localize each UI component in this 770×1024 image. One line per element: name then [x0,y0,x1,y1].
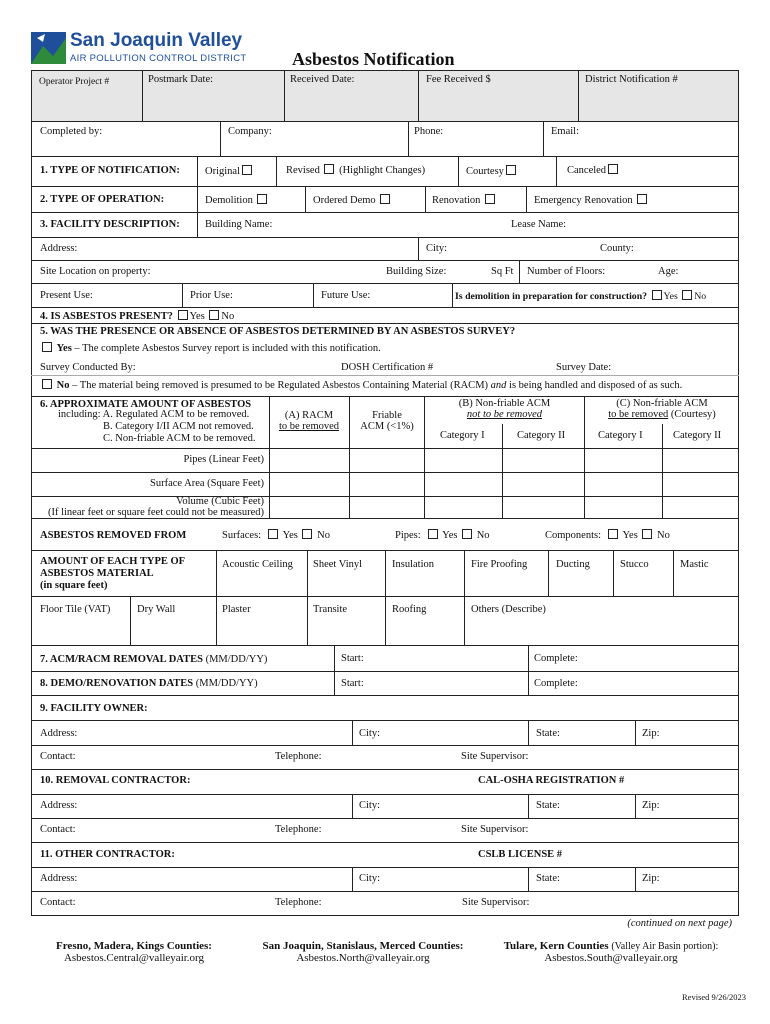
revised-label: Revised [286,165,320,176]
owner-contact-field[interactable]: Contact: [40,751,76,762]
prior-use-field[interactable]: Prior Use: [190,290,233,301]
age-field[interactable]: Age: [658,266,679,277]
emergency-renovation-checkbox[interactable] [637,194,647,204]
removal-dates-title: 7. ACM/RACM REMOVAL DATES [40,654,203,665]
material-others[interactable]: Others (Describe) [471,604,546,615]
asbestos-removed-from-label: ASBESTOS REMOVED FROM [40,530,187,541]
friable-header-line1: Friable [372,410,402,421]
renovation-label: Renovation [432,195,481,206]
material-mastic[interactable]: Mastic [680,559,709,570]
nonfriable-c-courtesy: (Courtesy) [670,409,716,420]
amount-label-line2: ASBESTOS MATERIAL [40,568,154,579]
postmark-date-label: Postmark Date: [148,74,214,85]
revision-date: Revised 9/26/2023 [682,992,746,1002]
category-2-c: Category II [673,430,722,441]
agency-logo [31,32,66,64]
demo-dates-format: (MM/DD/YY) [195,678,258,689]
material-stucco[interactable]: Stucco [620,559,649,570]
ordered-demo-label: Ordered Demo [313,195,376,206]
material-transite[interactable]: Transite [313,604,348,615]
material-fire-proofing[interactable]: Fire Proofing [471,559,528,570]
facility-address-field[interactable]: Address: [40,243,78,254]
agency-subtitle: AIR POLLUTION CONTROL DISTRICT [70,53,247,64]
survey-no-and: and [490,380,507,391]
asbestos-present-question [40,310,234,322]
material-roofing[interactable]: Roofing [392,604,427,615]
material-plaster[interactable]: Plaster [222,604,251,615]
renovation-option[interactable] [432,194,497,206]
other-zip-field[interactable]: Zip: [642,873,660,884]
demo-start-field[interactable]: Start: [341,678,364,689]
survey-date-field[interactable]: Survey Date: [556,362,612,373]
south-office-title: Tulare, Kern Counties [503,940,609,952]
courtesy-option[interactable] [466,165,518,177]
removal-contractor-title: 10. REMOVAL CONTRACTOR [40,775,187,786]
asbestos-survey-label: 5. WAS THE PRESENCE OR ABSENCE OF ASBESTOS DETERMINED BY AN ASBESTOS SURVEY? [40,326,516,337]
demolition-label: Demolition [205,195,253,206]
revised-note: (Highlight Changes) [339,165,426,176]
demo-complete-field[interactable]: Complete: [534,678,578,689]
central-office [34,940,234,964]
removal-dates-label [40,654,267,665]
demolition-question-text: Is demolition in preparation for construction? [455,291,648,302]
future-use-field[interactable]: Future Use: [321,290,371,301]
contact-row [31,121,739,157]
contractor-state-field[interactable]: State: [536,800,560,811]
building-name-field[interactable]: Building Name: [205,219,273,230]
lease-name-field[interactable]: Lease Name: [511,219,567,230]
received-date-label: Received Date: [290,74,355,85]
ordered-demo-option[interactable] [313,194,392,206]
contractor-city-field[interactable]: City: [359,800,381,811]
removal-start-field[interactable]: Start: [341,653,364,664]
pipes-option [395,529,490,541]
demolition-construction-yes-checkbox[interactable] [652,290,662,300]
approximate-amount-b: B. Category I/II ACM not removed. [103,421,254,432]
survey-yes-text: – The complete Asbestos Survey report is included with this notification. [74,343,381,354]
sqft-unit: Sq Ft [491,266,514,277]
original-option[interactable] [205,165,254,177]
email-field[interactable]: Email: [551,126,579,137]
contractor-address-field[interactable]: Address: [40,800,78,811]
approximate-amount-a: including: A. Regulated ACM to be removed. [58,409,250,420]
completed-by-field[interactable]: Completed by: [40,126,103,137]
other-contractor-title: 11. OTHER CONTRACTOR [40,849,172,860]
survey-conducted-by-field[interactable]: Survey Conducted By: [40,362,136,373]
other-contractor-label: 11. OTHER CONTRACTOR: [40,849,175,860]
courtesy-checkbox[interactable] [506,165,516,175]
fee-received-label: Fee Received $ [426,74,491,85]
owner-state-field[interactable]: State: [536,728,560,739]
other-state-field[interactable]: State: [536,873,560,884]
asbestos-present-no-checkbox[interactable] [209,310,219,320]
asbestos-present-no-label: No [221,311,235,322]
renovation-checkbox[interactable] [485,194,495,204]
approximate-amount-c: C. Non-friable ACM to be removed. [103,433,256,444]
facility-county-field[interactable]: County: [600,243,634,254]
original-label: Original [205,166,240,177]
facility-owner-title: 9. FACILITY OWNER [40,703,145,714]
owner-address-field[interactable]: Address: [40,728,78,739]
emergency-renovation-option[interactable] [534,194,649,206]
south-office-email[interactable]: Asbestos.South@valleyair.org [544,952,678,964]
ordered-demo-checkbox[interactable] [380,194,390,204]
friable-header-line2: ACM (<1%) [360,421,414,432]
survey-no-checkbox[interactable] [42,379,52,389]
nonfriable-b-line2: not to be removed [466,409,543,420]
south-office-note: (Valley Air Basin portion): [611,941,719,952]
other-telephone-field[interactable]: Telephone: [275,897,322,908]
phone-field[interactable]: Phone: [414,126,444,137]
nonfriable-b-line1: (B) Non-friable ACM [458,398,551,409]
contractor-supervisor-field[interactable]: Site Supervisor: [461,824,529,835]
north-office [244,940,482,964]
operator-project-label: Operator Project # [39,77,110,87]
volume-note: (If linear feet or square feet could not be measured) [47,507,264,518]
components-option [545,529,670,541]
nonfriable-c-line1: (C) Non-friable ACM [616,398,708,409]
surfaces-yes-checkbox[interactable] [268,529,278,539]
north-office-email[interactable]: Asbestos.North@valleyair.org [296,952,430,964]
survey-yes-checkbox[interactable] [42,342,52,352]
other-contact-field[interactable]: Contact: [40,897,76,908]
continued-note: (continued on next page) [627,918,732,929]
owner-city-field[interactable]: City: [359,728,381,739]
surfaces-no-label: No [317,530,330,541]
asbestos-present-yes-label: Yes [189,311,205,322]
material-dry-wall[interactable]: Dry Wall [137,604,176,615]
demo-dates-title: 8. DEMO/RENOVATION DATES [40,678,194,689]
demolition-construction-no-label: No [694,291,707,302]
demolition-checkbox[interactable] [257,194,267,204]
facility-description-label: 3. FACILITY DESCRIPTION: [40,219,180,230]
original-checkbox[interactable] [242,165,252,175]
emergency-renovation-label: Emergency Renovation [534,195,633,206]
category-1-c: Category I [598,430,643,441]
removal-dates-format: (MM/DD/YY) [205,654,268,665]
building-size-field[interactable]: Building Size: [386,266,447,277]
components-no-label: No [657,530,670,541]
pipes-yes-checkbox[interactable] [428,529,438,539]
surfaces-option [222,529,330,541]
volume-label: Volume (Cubic Feet) [176,496,264,507]
canceled-checkbox[interactable] [608,164,618,174]
central-office-title: Fresno, Madera, Kings Counties: [56,940,212,952]
material-ducting[interactable]: Ducting [556,559,590,570]
amount-label-line3: (in square feet) [40,580,108,591]
operation-type-label: 2. TYPE OF OPERATION: [40,194,165,205]
material-acoustic-ceiling[interactable]: Acoustic Ceiling [222,559,293,570]
logo-mark-icon [31,32,66,64]
category-2-b: Category II [517,430,566,441]
asbestos-present-label: 4. IS ASBESTOS PRESENT? [40,311,173,322]
central-office-email[interactable]: Asbestos.Central@valleyair.org [63,952,205,964]
material-insulation[interactable]: Insulation [392,559,434,570]
survey-no-text: – The material being removed is presumed to be Regulated Asbestos Containing Material (RACM) [72,380,489,391]
racm-header-line2: to be removed [278,421,340,432]
components-label: Components: [545,530,602,541]
south-office [486,940,736,964]
pipes-no-checkbox[interactable] [462,529,472,539]
north-office-title: San Joaquin, Stanislaus, Merced Counties: [262,940,464,952]
pipes-no-label: No [476,530,490,541]
site-location-field[interactable]: Site Location on property: [40,266,151,277]
survey-no-option[interactable] [40,379,682,391]
racm-column-header [270,410,348,432]
racm-header-line1: (A) RACM [284,410,334,421]
removal-complete-field[interactable]: Complete: [534,653,578,664]
friable-column-header [350,410,424,432]
components-yes-checkbox[interactable] [608,529,618,539]
other-supervisor-field[interactable]: Site Supervisor: [462,897,530,908]
owner-supervisor-field[interactable]: Site Supervisor: [461,751,529,762]
survey-no-text-end: is being handled and disposed of as such. [509,380,683,391]
facility-city-field[interactable]: City: [426,243,448,254]
agency-name: San Joaquin Valley [70,30,243,51]
owner-telephone-field[interactable]: Telephone: [275,751,322,762]
nonfriable-c-line2: to be removed [608,409,669,420]
material-floor-tile[interactable]: Floor Tile (VAT) [40,604,111,615]
amount-label-line1: AMOUNT OF EACH TYPE OF [40,556,186,567]
material-sheet-vinyl[interactable]: Sheet Vinyl [313,559,363,570]
dosh-certification-field[interactable]: DOSH Certification # [341,362,434,373]
contractor-contact-field[interactable]: Contact: [40,824,76,835]
cal-osha-registration-field[interactable]: CAL-OSHA REGISTRATION # [478,775,625,786]
demolition-construction-question [455,290,706,302]
nonfriable-not-removed-header [425,398,584,420]
removal-contractor-label: 10. REMOVAL CONTRACTOR: [40,775,191,786]
demo-dates-label [40,678,258,689]
pipes-linear-feet-label: Pipes (Linear Feet) [183,454,264,465]
approximate-amount-label: 6. APPROXIMATE AMOUNT OF ASBESTOS [40,399,252,410]
other-city-field[interactable]: City: [359,873,381,884]
company-field[interactable]: Company: [228,126,272,137]
notification-type-label: 1. TYPE OF NOTIFICATION: [40,165,180,176]
pipes-label: Pipes: [395,530,421,541]
number-of-floors-field[interactable]: Number of Floors: [527,266,606,277]
asbestos-present-yes-checkbox[interactable] [178,310,188,320]
components-yes-label: Yes [622,530,638,541]
canceled-label: Canceled [567,165,607,176]
surfaces-yes-label: Yes [282,530,298,541]
surface-area-label: Surface Area (Square Feet) [150,478,264,489]
nonfriable-removed-header [585,398,739,420]
components-no-checkbox[interactable] [642,529,652,539]
demolition-construction-no-checkbox[interactable] [682,290,692,300]
amount-material-label [40,556,185,592]
owner-zip-field[interactable]: Zip: [642,728,660,739]
contractor-telephone-field[interactable]: Telephone: [275,824,322,835]
page-title: Asbestos Notification [292,49,455,69]
pipes-yes-label: Yes [442,530,458,541]
courtesy-label: Courtesy [466,166,504,177]
contractor-zip-field[interactable]: Zip: [642,800,660,811]
demolition-construction-yes-label: Yes [663,291,678,302]
facility-owner-label: 9. FACILITY OWNER: [40,703,148,714]
survey-no-label: No [56,380,70,391]
cslb-license-field[interactable]: CSLB LICENSE # [478,849,563,860]
survey-yes-label: Yes [56,343,72,354]
revised-checkbox[interactable] [324,164,334,174]
surfaces-label: Surfaces: [222,530,262,541]
surfaces-no-checkbox[interactable] [302,529,312,539]
demolition-option[interactable] [205,194,269,206]
revised-option[interactable] [286,164,425,176]
category-1-b: Category I [440,430,485,441]
canceled-option[interactable] [567,164,620,176]
district-notification-label: District Notification # [585,74,678,85]
present-use-field[interactable]: Present Use: [40,290,93,301]
other-address-field[interactable]: Address: [40,873,78,884]
survey-yes-option[interactable] [40,342,381,354]
